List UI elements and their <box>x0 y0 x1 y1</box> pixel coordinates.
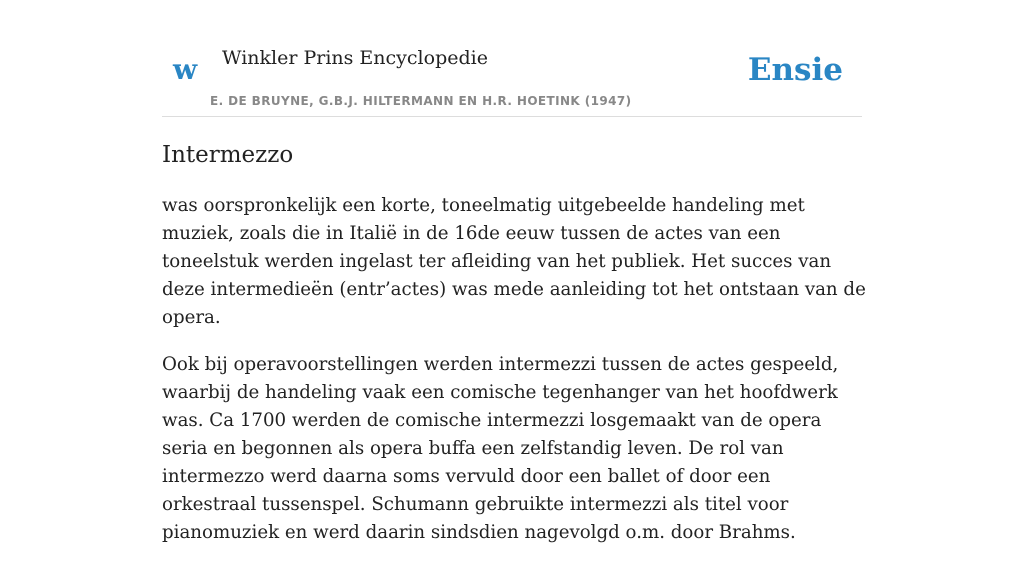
entry-title: Intermezzo <box>162 142 294 168</box>
entry-paragraph: was oorspronkelijk een korte, toneelmatig uitgebeelde handeling met muziek, zoals die in Italië in de 16de eeuw tussen de actes van een toneelstuk werden ingelast ter afleiding van het publiek. Het succes van deze intermedieën (entr’actes) was mede aanleiding tot het ontstaan van de opera. <box>162 195 866 328</box>
brand-logo[interactable]: Ensie <box>747 52 843 88</box>
entry-paragraph: Ook bij operavoorstellingen werden intermezzi tussen de actes gespeeld, waarbij de handeling vaak een comische tegenhanger van het hoofdwerk was. Ca 1700 werden de comische intermezzi losgemaakt van de opera seria en begonnen als opera buffa een zelfstandig leven. De rol van intermezzo werd daarna soms vervuld door een ballet of door een orkestraal tussenspel. Schumann gebruikte intermezzi als titel voor pianomuziek en werd daarin sindsdien nagevolgd o.m. door Brahms. <box>162 354 839 543</box>
entry-body <box>162 192 870 566</box>
source-authors: E. DE BRUYNE, G.B.J. HILTERMANN EN H.R. HOETINK (1947) <box>210 94 632 108</box>
source-title-link[interactable]: Winkler Prins Encyclopedie <box>222 47 488 69</box>
source-logo-icon[interactable]: w <box>173 53 198 86</box>
source-header <box>162 0 862 117</box>
